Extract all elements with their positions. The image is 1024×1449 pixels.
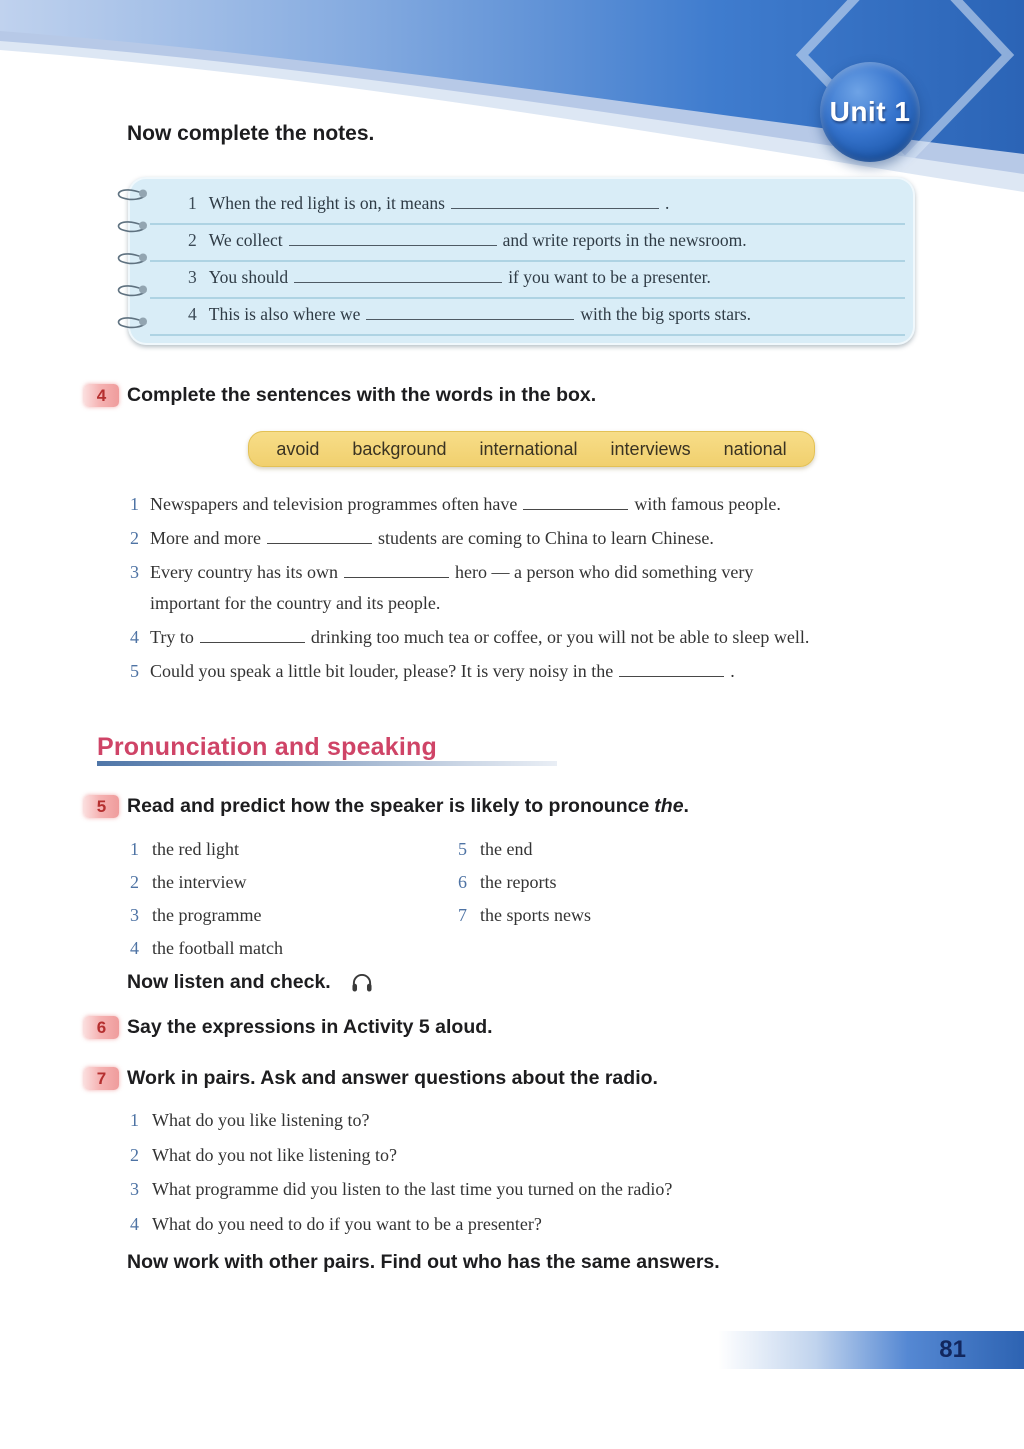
- list-number: 1: [130, 839, 139, 859]
- activity-number-badge: 6: [84, 1016, 119, 1039]
- activity-number-badge: 7: [84, 1067, 119, 1090]
- question-text: What do you not like listening to?: [152, 1144, 397, 1165]
- note-number: 1: [188, 193, 197, 213]
- list-text: the end: [480, 839, 533, 859]
- activity-5-list-right: [458, 833, 591, 932]
- section-heading-underline: [97, 761, 557, 766]
- list-number: 2: [130, 872, 139, 892]
- question: [130, 1172, 672, 1207]
- answer-blank: [200, 642, 305, 643]
- activity-title: Say the expressions in Activity 5 aloud.: [127, 1016, 493, 1038]
- headphones-icon: [349, 969, 375, 995]
- sentence: [130, 523, 960, 554]
- list-item: [458, 866, 591, 899]
- list-text: the programme: [152, 905, 262, 925]
- sentence: [130, 489, 960, 520]
- note-text: We collect: [208, 230, 283, 250]
- question-number: 1: [130, 1110, 139, 1130]
- sentence-text: .: [730, 661, 735, 681]
- list-text: the interview: [152, 872, 247, 892]
- listen-instruction: [127, 969, 375, 995]
- question: [130, 1138, 672, 1173]
- sentence-text: Newspapers and television programmes often have: [150, 494, 518, 514]
- note-text: if you want to be a presenter.: [508, 267, 711, 287]
- activity-5-list-left: [130, 833, 283, 965]
- note-text: with the big sports stars.: [580, 304, 752, 324]
- list-item: [130, 899, 283, 932]
- answer-blank: [523, 509, 628, 510]
- note-text: This is also where we: [208, 304, 361, 324]
- note-text: and write reports in the newsroom.: [502, 230, 747, 250]
- sentence: [130, 622, 960, 653]
- answer-blank: [344, 577, 449, 578]
- answer-blank: [366, 319, 574, 320]
- activity-title-text: Read and predict how the speaker is likely to pronounce: [127, 795, 650, 817]
- note-line: [150, 225, 905, 262]
- listen-label: Now listen and check.: [127, 970, 331, 993]
- sentence: [130, 656, 960, 687]
- question-text: What do you need to do if you want to be a presenter?: [152, 1213, 542, 1234]
- note-line: [150, 299, 905, 336]
- unit-badge: [820, 62, 920, 162]
- notes-box: [128, 177, 915, 345]
- note-number: 3: [188, 267, 197, 287]
- sentence-number: 2: [130, 528, 139, 548]
- note-line: [150, 262, 905, 299]
- sentence-number: 1: [130, 494, 139, 514]
- sentence-text: students are coming to China to learn Chinese.: [377, 528, 714, 548]
- list-item: [130, 932, 283, 965]
- word-box-word: avoid: [276, 438, 320, 459]
- list-number: 6: [458, 872, 467, 892]
- activity-4-heading: [84, 383, 596, 408]
- list-number: 4: [130, 938, 139, 958]
- list-item: [458, 833, 591, 866]
- sentence-text: drinking too much tea or coffee, or you will not be able to sleep well.: [310, 627, 810, 647]
- list-item: [130, 866, 283, 899]
- list-text: the football match: [152, 938, 283, 958]
- list-item: [458, 899, 591, 932]
- list-text: the sports news: [480, 905, 591, 925]
- page-number: 81: [939, 1336, 966, 1363]
- sentence-number: 5: [130, 661, 139, 681]
- list-number: 3: [130, 905, 139, 925]
- activity-7-questions: [130, 1103, 672, 1241]
- note-text: You should: [208, 267, 289, 287]
- question-number: 4: [130, 1213, 139, 1234]
- activity-title-italic: the: [654, 795, 684, 817]
- list-text: the reports: [480, 872, 557, 892]
- sentence-text: Every country has its own: [150, 562, 338, 582]
- activity-4-sentences: [130, 489, 960, 690]
- spiral-ring-icon: [110, 280, 156, 302]
- question: [130, 1207, 672, 1242]
- answer-blank: [294, 282, 502, 283]
- pairs-footer-instruction: Now work with other pairs. Find out who has the same answers.: [127, 1251, 720, 1273]
- sentence-text: More and more: [150, 528, 261, 548]
- list-text: the red light: [152, 839, 239, 859]
- question: [130, 1103, 672, 1138]
- question-text: What programme did you listen to the last time you turned on the radio?: [152, 1179, 673, 1199]
- list-number: 5: [458, 839, 467, 859]
- sentence: [130, 557, 960, 619]
- note-line: [150, 188, 905, 225]
- section-heading: Pronunciation and speaking: [97, 733, 437, 761]
- activity-title: Complete the sentences with the words in the box.: [127, 384, 597, 406]
- sentence-text: hero — a person who did something very: [454, 562, 754, 582]
- unit-badge-label: Unit 1: [829, 96, 911, 127]
- question-text: What do you like listening to?: [152, 1110, 370, 1130]
- page-number-bar: [718, 1331, 1024, 1369]
- question-number: 3: [130, 1179, 139, 1199]
- activity-6-heading: [84, 1015, 493, 1040]
- sentence-text: important for the country and its people.: [150, 593, 441, 613]
- sentence-number: 4: [130, 627, 139, 647]
- sentence-text: Could you speak a little bit louder, please? It is very noisy in the: [150, 661, 614, 681]
- answer-blank: [289, 245, 497, 246]
- spiral-ring-icon: [110, 312, 156, 334]
- activity-number-badge: 4: [84, 384, 119, 407]
- sentence-text: Try to: [150, 627, 194, 647]
- answer-blank: [267, 543, 372, 544]
- answer-blank: [451, 208, 659, 209]
- word-box: [248, 431, 815, 467]
- spiral-ring-icon: [110, 248, 156, 270]
- word-box-word: international: [479, 438, 578, 459]
- note-text: .: [664, 193, 670, 213]
- activity-title: Work in pairs. Ask and answer questions about the radio.: [127, 1067, 658, 1089]
- spiral-ring-icon: [110, 216, 156, 238]
- note-number: 2: [188, 230, 197, 250]
- sentence-text: with famous people.: [634, 494, 781, 514]
- note-number: 4: [188, 304, 197, 324]
- activity-5-heading: [84, 794, 689, 819]
- spiral-ring-icon: [110, 184, 156, 206]
- answer-blank: [619, 676, 724, 677]
- activity-7-heading: [84, 1066, 658, 1091]
- question-number: 2: [130, 1144, 139, 1165]
- activity-title: [127, 794, 689, 819]
- notes-heading: Now complete the notes.: [127, 122, 375, 145]
- list-number: 7: [458, 905, 467, 925]
- list-item: [130, 833, 283, 866]
- word-box-word: background: [352, 438, 447, 459]
- word-box-word: interviews: [610, 438, 691, 459]
- sentence-number: 3: [130, 562, 139, 582]
- word-box-word: national: [723, 438, 787, 459]
- activity-number-badge: 5: [84, 795, 119, 818]
- note-text: When the red light is on, it means: [208, 193, 445, 213]
- activity-title-text: .: [683, 795, 689, 817]
